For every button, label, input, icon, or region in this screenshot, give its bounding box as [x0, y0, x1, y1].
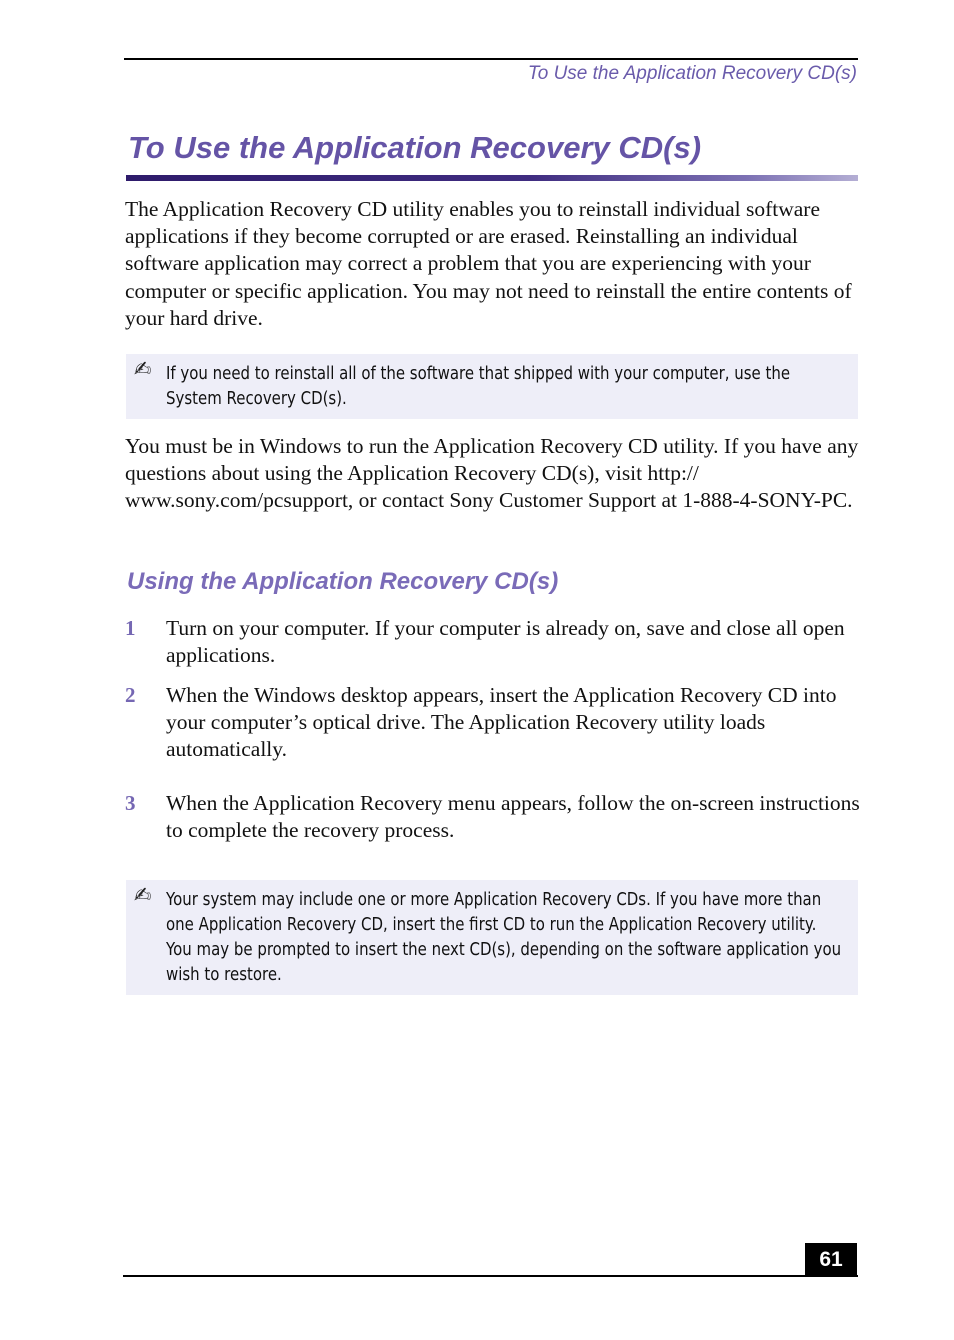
title-underline [126, 175, 858, 181]
footer-rule [123, 1275, 858, 1277]
intro-paragraph: The Application Recovery CD utility enables you to reinstall individual software applications if they become corrupted or are erased. Reinstalling an individual software application may correct a problem that you are experiencing with your computer or specific application. You may not need to reinstall the entire contents of your hard drive. [125, 197, 852, 330]
note-box [126, 880, 858, 995]
note-pencil-icon: ✍ [134, 357, 152, 381]
page-number: 61 [805, 1243, 857, 1277]
note-text: Your system may include one or more Application Recovery CDs. If you have more than one Application Recovery CD, insert the first CD to run the Application Recovery utility. You may be prompted to insert the next CD(s), depending on the software application you wish to restore. [166, 890, 842, 985]
windows-requirement-paragraph: You must be in Windows to run the Application Recovery CD utility. If you have any questions about using the Application Recovery CD(s), visit http:// www.sony.com/pcsupport, or contact Sony Customer Support at 1-888-4-SONY-PC. [125, 434, 859, 513]
step-text: When the Application Recovery menu appears, follow the on-screen instructions to complete the recovery process. [166, 791, 860, 843]
step-text: Turn on your computer. If your computer is already on, save and close all open applications. [166, 616, 845, 668]
page-title: To Use the Application Recovery CD(s) [128, 130, 702, 165]
note-box [126, 354, 858, 419]
step-number: 2 [125, 683, 136, 707]
step-number: 3 [125, 791, 136, 815]
header-rule [124, 58, 858, 60]
step-number: 1 [125, 616, 136, 640]
running-header: To Use the Application Recovery CD(s) [527, 63, 857, 84]
section-heading: Using the Application Recovery CD(s) [127, 568, 559, 595]
note-pencil-icon: ✍ [134, 883, 152, 907]
note-text: If you need to reinstall all of the software that shipped with your computer, use the System Recovery CD(s). [166, 364, 791, 409]
step-text: When the Windows desktop appears, insert the Application Recovery CD into your computer’s optical drive. The Application Recovery utility loads automatically. [166, 683, 837, 762]
